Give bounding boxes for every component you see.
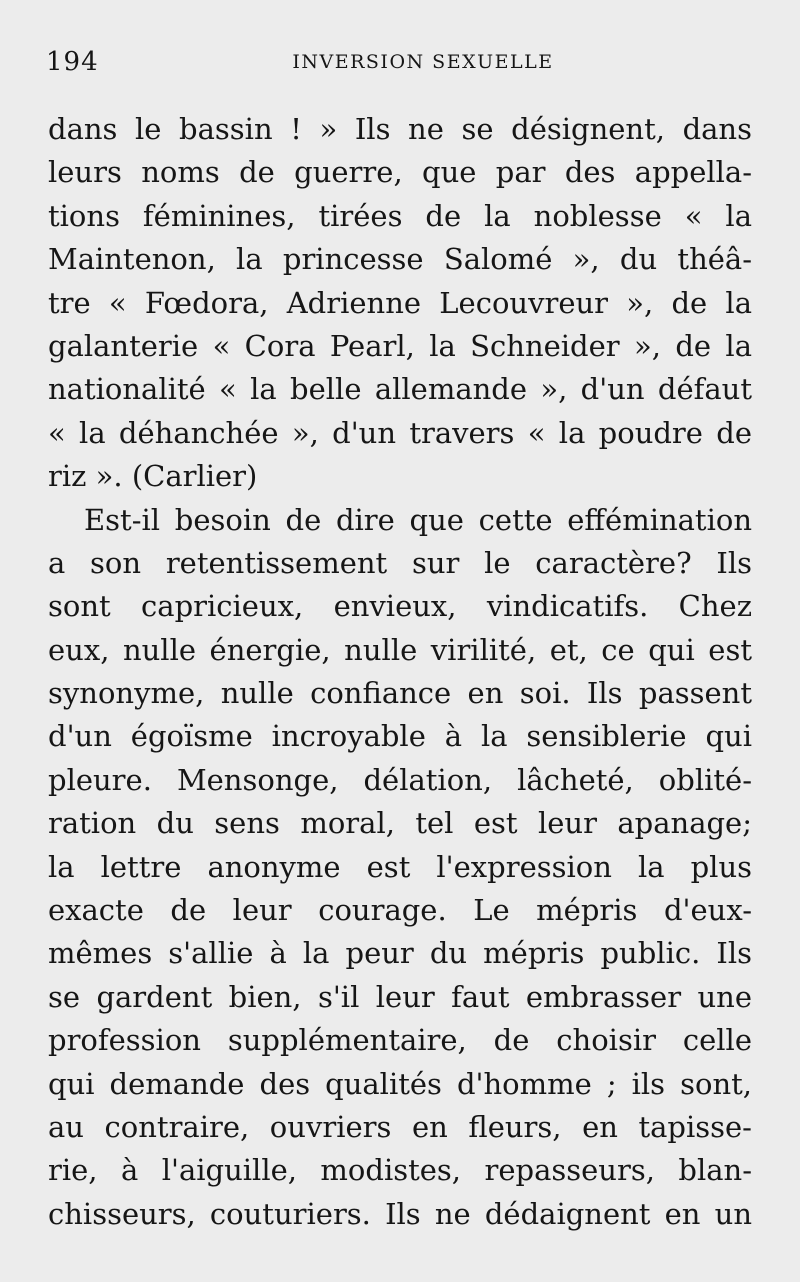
text-line: galanterie « Cora Pearl, la Schneider », de la: [48, 328, 752, 363]
text-line: sont capricieux, envieux, vindicatifs. Chez: [48, 589, 752, 624]
page-header: [46, 42, 752, 82]
text-line: ration du sens moral, tel est leur apanage;: [48, 806, 752, 841]
text-line: se gardent bien, s'il leur faut embrasser une: [48, 979, 752, 1014]
text-line: eux, nulle énergie, nulle virilité, et, ce qui est: [48, 632, 752, 667]
text-line: tions féminines, tirées de la noblesse « la: [48, 198, 752, 233]
text-line: rie, à l'aiguille, modistes, repasseurs, blan-: [48, 1153, 752, 1188]
paragraph-first-line: Est-il besoin de dire que cette effémination: [84, 502, 752, 537]
text-line: chisseurs, couturiers. Ils ne dédaignent en un: [48, 1196, 752, 1231]
text-line: mêmes s'allie à la peur du mépris public. Ils: [48, 936, 752, 971]
text-line: Maintenon, la princesse Salomé », du théâ-: [48, 242, 752, 277]
running-head: INVERSION SEXUELLE: [292, 51, 554, 73]
text-line: « la déhanchée », d'un travers « la poudre de: [48, 415, 752, 450]
text-line: tre « Fœdora, Adrienne Lecouvreur », de la: [48, 285, 752, 320]
text-line: profession supplémentaire, de choisir celle: [48, 1023, 752, 1058]
text-line: qui demande des qualités d'homme ; ils sont,: [48, 1066, 752, 1101]
text-line: pleure. Mensonge, délation, lâcheté, oblité-: [48, 762, 752, 797]
text-line: dans le bassin ! » Ils ne se désignent, dans: [48, 112, 752, 146]
page-number: 194: [46, 47, 99, 77]
text-line: a son retentissement sur le caractère? Ils: [48, 545, 752, 580]
text-line: au contraire, ouvriers en fleurs, en tapisse-: [48, 1109, 752, 1144]
text-line: leurs noms de guerre, que par des appella-: [48, 155, 752, 190]
paragraph-end-line: riz ». (Carlier): [48, 459, 258, 494]
text-line: d'un égoïsme incroyable à la sensiblerie qui: [48, 719, 752, 754]
text-line: exacte de leur courage. Le mépris d'eux-: [48, 893, 752, 928]
body-text: [48, 108, 752, 1236]
text-line: synonyme, nulle confiance en soi. Ils passent: [48, 676, 752, 711]
text-line: la lettre anonyme est l'expression la plus: [48, 849, 752, 884]
text-line: nationalité « la belle allemande », d'un défaut: [48, 372, 752, 407]
